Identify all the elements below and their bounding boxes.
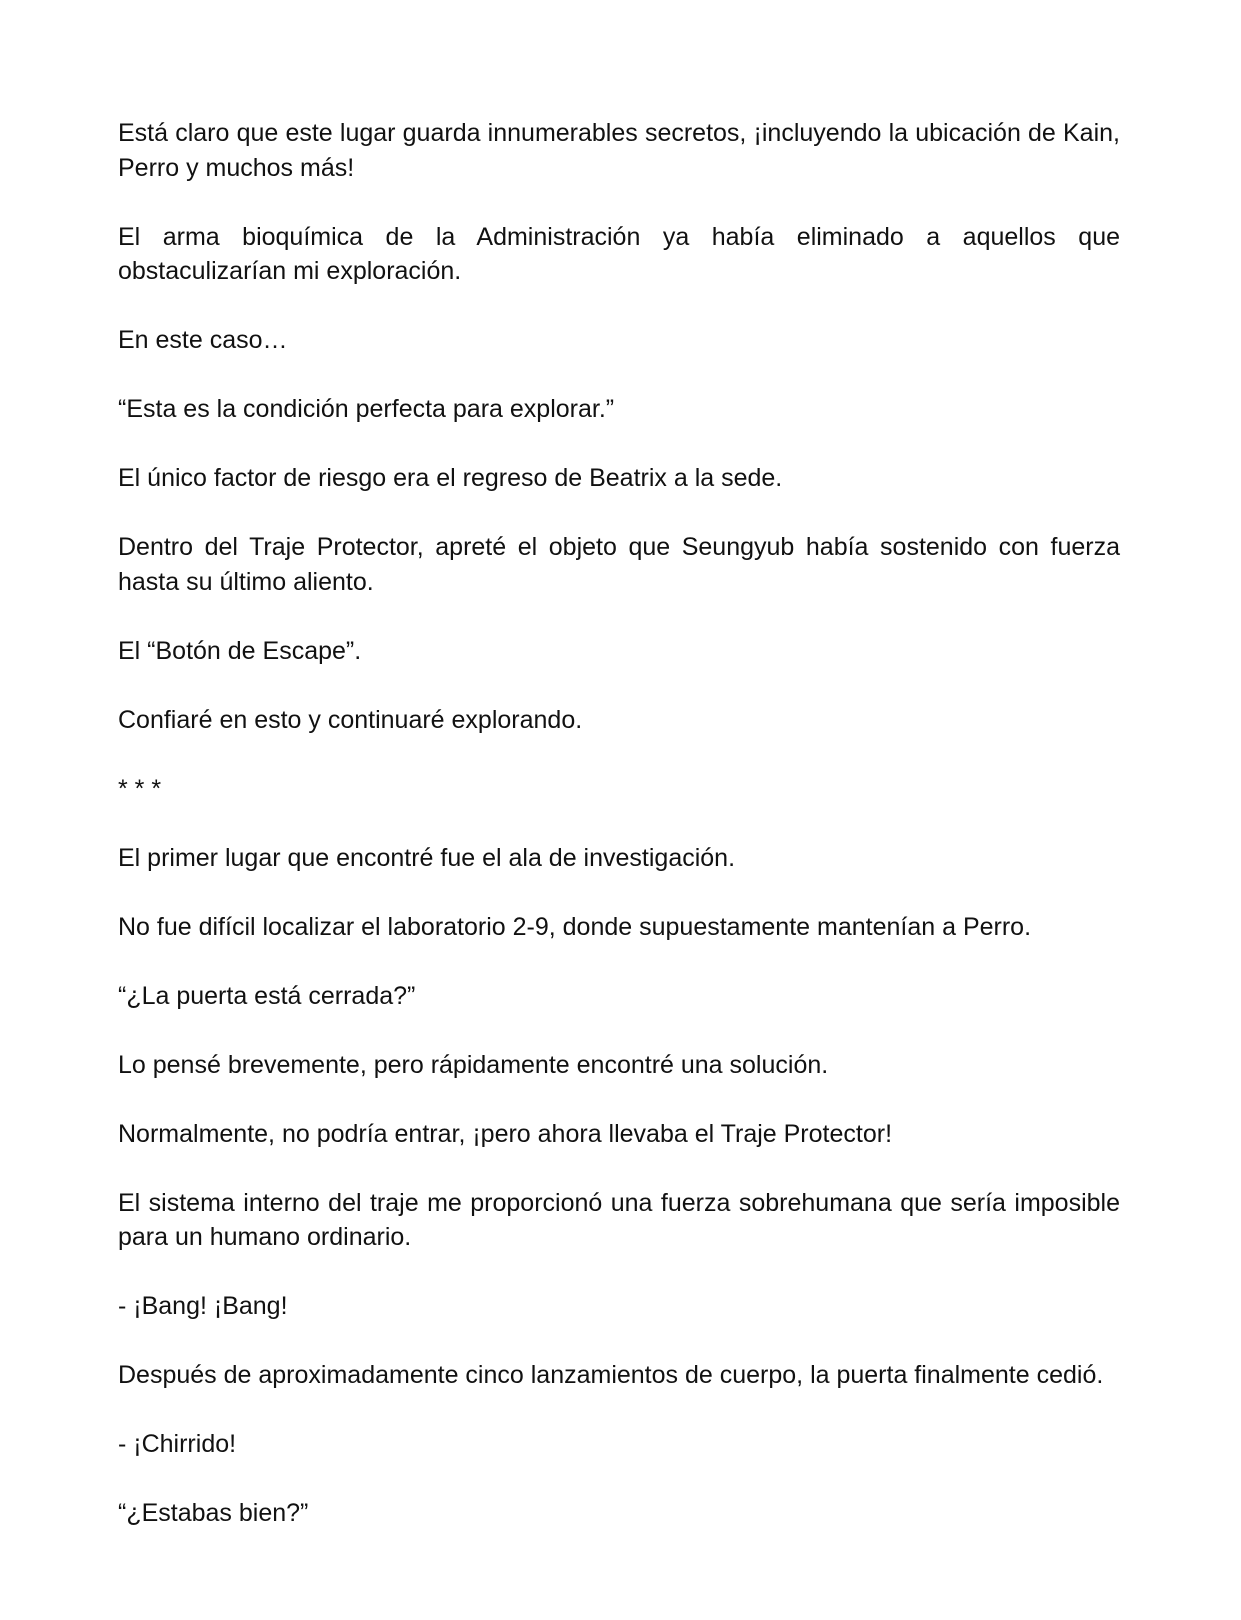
paragraph: Lo pensé brevemente, pero rápidamente encontré una solución. [118, 1050, 829, 1079]
paragraph: En este caso… [118, 326, 288, 354]
paragraph: El primer lugar que encontré fue el ala de investigación. [118, 843, 736, 872]
sound-effect: - ¡Bang! ¡Bang! [118, 1292, 288, 1320]
paragraph: Después de aproximadamente cinco lanzamientos de cuerpo, la puerta finalmente cedió. [118, 1361, 1104, 1389]
paragraph: Dentro del Traje Protector, apreté el objeto que Seungyub había sostenido con fuerza hasta su último aliento. [118, 533, 1120, 596]
paragraph: Normalmente, no podría entrar, ¡pero ahora llevaba el Traje Protector! [118, 1119, 893, 1148]
paragraph: El único factor de riesgo era el regreso de Beatrix a la sede. [118, 464, 783, 492]
dialogue-line: “Esta es la condición perfecta para explorar.” [118, 395, 615, 423]
paragraph: No fue difícil localizar el laboratorio 2-9, donde supuestamente mantenían a Perro. [118, 912, 1032, 941]
dialogue-line: “¿La puerta está cerrada?” [118, 981, 416, 1010]
sound-effect: - ¡Chirrido! [118, 1430, 237, 1458]
paragraph: El arma bioquímica de la Administración ya había eliminado a aquellos que obstaculizarían mi exploración. [118, 222, 1120, 285]
paragraph: El sistema interno del traje me proporcionó una fuerza sobrehumana que sería imposible para un humano ordinario. [118, 1188, 1120, 1251]
scene-break: * * * [118, 774, 162, 803]
document-body [118, 116, 1120, 1565]
paragraph: Está claro que este lugar guarda innumerables secretos, ¡incluyendo la ubicación de Kain, Perro y muchos más! [118, 119, 1120, 182]
paragraph: El “Botón de Escape”. [118, 636, 362, 665]
paragraph: Confiaré en esto y continuaré explorando. [118, 705, 583, 734]
dialogue-line: “¿Estabas bien?” [118, 1499, 309, 1527]
